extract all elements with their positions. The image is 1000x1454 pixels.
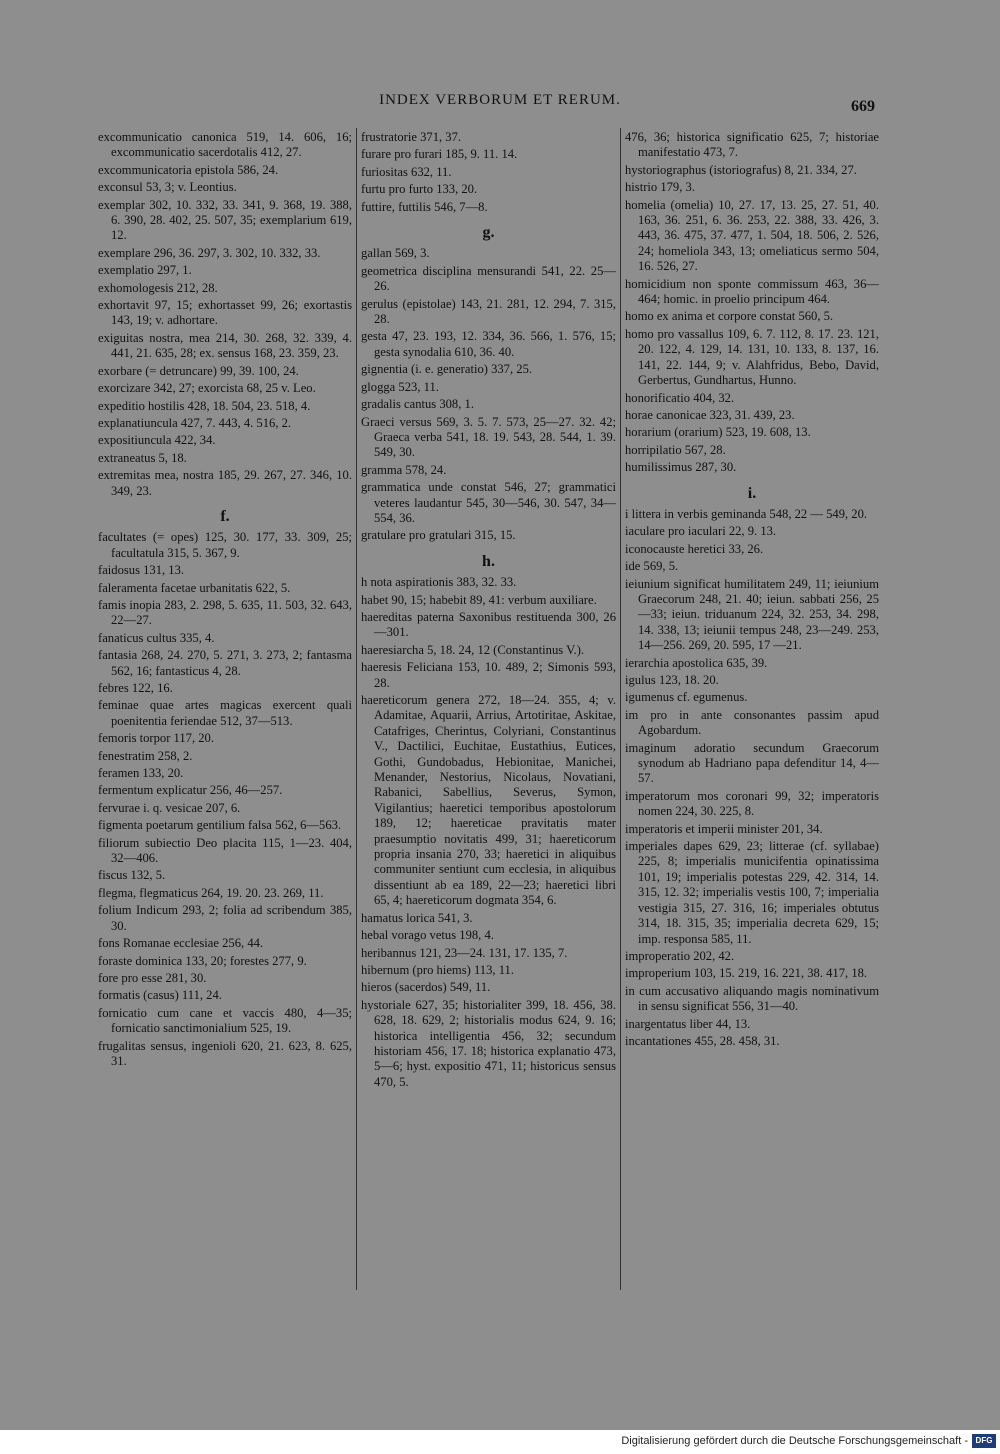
index-entry: fore pro esse 281, 30.	[98, 970, 207, 985]
index-entry: frustratorie 371, 37.	[361, 130, 462, 144]
index-entry: ieiunium significat humilitatem 249, 11; ieiunium Graecorum 248, 21. 40; ieiun. sabbati 256, 25—33; ieiun. triduanum 224, 32. 253, 34. 298, 14. 338, 13; ieiunii tempus 248, 23—249. 253, 14—256. 269, 20. 595, 17 —21.	[625, 576, 879, 653]
index-entry: feramen 133, 20.	[98, 766, 184, 781]
index-entry: faidosus 131, 13.	[98, 563, 185, 578]
index-entry: furiositas 632, 11.	[361, 164, 452, 179]
index-entry: hebal vorago vetus 198, 4.	[361, 928, 494, 943]
index-entry: foraste dominica 133, 20; forestes 277, 9.	[98, 953, 307, 968]
index-entry: im pro in ante consonantes passim apud Agobardum.	[625, 707, 879, 738]
index-entry: gradalis cantus 308, 1.	[361, 397, 474, 412]
index-entry: gesta 47, 23. 193, 12. 334, 36. 566, 1. 576, 15; gesta synodalia 610, 36. 40.	[361, 329, 616, 359]
index-entry: gallan 569, 3.	[361, 246, 430, 261]
index-entry: excommunicatoria epistola 586, 24.	[98, 162, 279, 177]
index-entry: gramma 578, 24.	[361, 462, 447, 477]
index-entry: ide 569, 5.	[625, 559, 679, 574]
index-entry: haeresis Feliciana 153, 10. 489, 2; Simonis 593, 28.	[361, 660, 616, 690]
index-entry: extraneatus 5, 18.	[98, 450, 187, 465]
index-entry: exorbare (= detruncare) 99, 39. 100, 24.	[98, 363, 299, 378]
index-entry: heribannus 121, 23—24. 131, 17. 135, 7.	[361, 945, 568, 960]
index-entry: homo pro vassallus 109, 6. 7. 112, 8. 17. 23. 121, 20. 122, 4. 129, 14. 131, 10. 133, 8. 137, 16. 141, 22. 144, 9; v. Alahfridus, Bebo, David, Gerbertus, Gundhartus, Hunno.	[625, 326, 879, 388]
index-entry: histrio 179, 3.	[625, 180, 695, 195]
index-entry: feminae quae artes magicas exercent quali poenitentia feriendae 512, 37—513.	[98, 698, 352, 728]
index-entry: futtire, futtilis 546, 7—8.	[361, 199, 488, 214]
index-entry: imperiales dapes 629, 23; litterae (cf. syllabae) 225, 8; imperialis municifentia opinatissima 101, 19; imperialis potestas 229, 42. 314, 14. 315, 12. 32; imperialis vestis 100, 7; imperialia vestigia 315, 27. 316, 16; imperiales obtutus 314, 18. 315, 35; imperialia decreta 629, 15; imp. responsa 585, 11.	[625, 839, 879, 946]
page-number: 669	[851, 98, 875, 115]
index-entry: exiguitas nostra, mea 214, 30. 268, 32. 339, 4. 441, 21. 635, 28; ex. sensus 168, 23. 359, 23.	[98, 330, 352, 361]
index-entry: ierarchia apostolica 635, 39.	[625, 655, 768, 670]
index-entry: exorcizare 342, 27; exorcista 68, 25 v. Leo.	[98, 381, 316, 396]
section-letter: i.	[747, 484, 757, 502]
section-letter: f.	[220, 507, 230, 525]
index-entry: humilissimus 287, 30.	[625, 460, 737, 475]
index-entry: fantasia 268, 24. 270, 5. 271, 3. 273, 2; fantasma 562, 16; fantasticus 4, 28.	[98, 648, 352, 678]
index-entry: expeditio hostilis 428, 18. 504, 23. 518, 4.	[98, 398, 311, 413]
index-entry: furtu pro furto 133, 20.	[361, 182, 478, 197]
index-entry: inargentatus liber 44, 13.	[625, 1016, 751, 1031]
index-entry: igulus 123, 18. 20.	[625, 673, 719, 687]
index-entry: geometrica disciplina mensurandi 541, 22. 25—26.	[361, 263, 616, 294]
index-entry: iconocauste heretici 33, 26.	[625, 541, 764, 556]
index-entry: hystoriographus (istoriografus) 8, 21. 334, 27.	[625, 162, 857, 177]
index-entry: flegma, flegmaticus 264, 19. 20. 23. 269, 11.	[98, 885, 324, 900]
funding-notice: Digitalisierung gefördert durch die Deutsche Forschungsgemeinschaft -	[621, 1435, 968, 1447]
index-column-3	[625, 130, 879, 1051]
index-entry: exconsul 53, 3; v. Leontius.	[98, 180, 237, 195]
index-entry: i littera in verbis geminanda 548, 22 — 549, 20.	[625, 506, 868, 521]
index-entry: improperatio 202, 42.	[625, 948, 735, 963]
index-entry: folium Indicum 293, 2; folia ad scribendum 385, 30.	[98, 903, 352, 933]
index-entry: fermentum explicatur 256, 46—257.	[98, 783, 283, 798]
index-entry: iaculare pro iaculari 22, 9. 13.	[625, 524, 777, 539]
index-entry: horae canonicae 323, 31. 439, 23.	[625, 407, 795, 422]
footer-bar	[0, 1430, 1000, 1454]
index-entry: hystoriale 627, 35; historialiter 399, 18. 456, 38. 628, 18. 629, 2; historialis modus 624, 9. 16; historica intelligentia 456, 32; secundum historiam 456, 17. 18; historica explanatio 473, 5—6; hyst. expositio 471, 11; historicus sensus 470, 5.	[361, 997, 616, 1089]
index-entry: facultates (= opes) 125, 30. 177, 33. 309, 25; facultatula 315, 5. 367, 9.	[98, 530, 352, 560]
index-entry: improperium 103, 15. 219, 16. 221, 38. 417, 18.	[625, 966, 868, 981]
index-entry: homo ex anima et corpore constat 560, 5.	[625, 309, 834, 324]
index-entry: expositiuncula 422, 34.	[98, 433, 216, 448]
column-rule	[620, 128, 621, 1290]
index-entry: horripilatio 567, 28.	[625, 442, 726, 457]
index-entry: exemplare 296, 36. 297, 3. 302, 10. 332, 33.	[98, 245, 321, 260]
index-entry: exhomologesis 212, 28.	[98, 280, 218, 295]
index-entry: habet 90, 15; habebit 89, 41: verbum auxiliare.	[361, 592, 597, 607]
index-entry: febres 122, 16.	[98, 681, 173, 695]
index-entry: 476, 36; historica significatio 625, 7; historiae manifestatio 473, 7.	[625, 130, 879, 160]
index-entry: homelia (omelia) 10, 27. 17, 13. 25, 27. 51, 40. 163, 36. 251, 6. 36. 253, 22. 388, 33. 426, 3. 443, 36. 475, 37. 477, 1. 504, 18. 506, 2. 526, 24; homeliola 343, 13; omeliaticus sermo 504, 16. 526, 27.	[625, 197, 879, 274]
index-entry: formatis (casus) 111, 24.	[98, 988, 222, 1003]
index-entry: imperatoris et imperii minister 201, 34.	[625, 821, 823, 836]
index-column-2	[361, 130, 616, 1092]
index-entry: igumenus cf. egumenus.	[625, 690, 748, 705]
index-entry: fanaticus cultus 335, 4.	[98, 630, 215, 645]
index-entry: femoris torpor 117, 20.	[98, 731, 215, 746]
index-entry: haeresiarcha 5, 18. 24, 12 (Constantinus V.).	[361, 642, 585, 657]
index-entry: hamatus lorica 541, 3.	[361, 910, 473, 925]
dfg-logo-icon: DFG	[972, 1434, 996, 1448]
index-entry: exhortavit 97, 15; exhortasset 99, 26; exortastis 143, 19; v. adhortare.	[98, 298, 352, 328]
index-entry: filiorum subiectio Deo placita 115, 1—23. 404, 32—406.	[98, 835, 352, 866]
index-entry: fiscus 132, 5.	[98, 868, 166, 883]
index-entry: exemplar 302, 10. 332, 33. 341, 9. 368, 19. 388, 6. 390, 28. 402, 25. 507, 35; exemplarium 619, 12.	[98, 197, 352, 243]
index-entry: faleramenta facetae urbanitatis 622, 5.	[98, 580, 291, 595]
section-letter: h.	[482, 552, 495, 570]
index-entry: excommunicatio canonica 519, 14. 606, 16; excommunicatio sacerdotalis 412, 27.	[98, 130, 352, 160]
index-entry: hibernum (pro hiems) 113, 11.	[361, 962, 514, 977]
index-entry: Graeci versus 569, 3. 5. 7. 573, 25—27. 32. 42; Graeca verba 541, 18. 19. 543, 28. 544, 1. 39. 549, 30.	[361, 414, 616, 460]
index-entry: honorificatio 404, 32.	[625, 390, 735, 405]
index-entry: exemplatio 297, 1.	[98, 263, 192, 278]
index-entry: extremitas mea, nostra 185, 29. 267, 27. 346, 10. 349, 23.	[98, 468, 352, 498]
column-rule	[356, 128, 357, 1290]
index-entry: figmenta poetarum gentilium falsa 562, 6—563.	[98, 818, 342, 833]
index-entry: frugalitas sensus, ingenioli 620, 21. 623, 8. 625, 31.	[98, 1038, 352, 1068]
index-entry: grammatica unde constat 546, 27; grammatici veteres laudantur 545, 30—546, 30. 547, 34—554, 36.	[361, 480, 616, 525]
index-entry: gerulus (epistolae) 143, 21. 281, 12. 294, 7. 315, 28.	[361, 296, 616, 327]
index-entry: furare pro furari 185, 9. 11. 14.	[361, 147, 518, 162]
index-entry: imperatorum mos coronari 99, 32; imperatoris nomen 224, 30. 225, 8.	[625, 788, 879, 819]
index-entry: fenestratim 258, 2.	[98, 748, 193, 763]
index-entry: homicidium non sponte commissum 463, 36—464; homic. in proelio principum 464.	[625, 276, 879, 307]
index-entry: incantationes 455, 28. 458, 31.	[625, 1033, 780, 1048]
running-header: INDEX VERBORUM ET RERUM.	[379, 92, 621, 108]
index-entry: fornicatio cum cane et vaccis 480, 4—35; fornicatio sanctimonialium 525, 19.	[98, 1005, 352, 1036]
index-entry: h nota aspirationis 383, 32. 33.	[361, 575, 517, 590]
index-entry: explanatiuncula 427, 7. 443, 4. 516, 2.	[98, 415, 292, 430]
index-column-1	[98, 130, 352, 1071]
index-entry: fons Romanae ecclesiae 256, 44.	[98, 936, 264, 951]
index-entry: haereticorum genera 272, 18—24. 355, 4; v. Adamitae, Aquarii, Arrius, Artotiritae, Askitae, Catafriges, Cherintus, Colyriani, Constantinus V., Dactilici, Euchitae, Eustathius, Eutices, Gothi, Gundobadus, Hebionitae, Manichei, Menander, Nestorius, Nicolaus, Novatiani, Rabanici, Sabellius, Severus, Symon, Vigilantius; haeretici temporibus apostolorum 189, 12; haereticae pravitatis mater praesumptio novitatis 499, 31; haereticorum propria insania 270, 33; haeretici in aliquibus communiter sentiunt cum ecclesia, in aliquibus dissentiunt ab ea 189, 22—23; haeretici libri 65, 4; haereticorum dogmata 354, 6.	[361, 693, 616, 908]
index-entry: gignentia (i. e. generatio) 337, 25.	[361, 362, 533, 377]
index-entry: famis inopia 283, 2. 298, 5. 635, 11. 503, 32. 643, 22—27.	[98, 597, 352, 628]
index-entry: glogga 523, 11.	[361, 379, 439, 394]
index-entry: hieros (sacerdos) 549, 11.	[361, 980, 491, 995]
index-entry: horarium (orarium) 523, 19. 608, 13.	[625, 425, 811, 440]
index-entry: in cum accusativo aliquando magis nominativum in sensu significat 556, 31—40.	[625, 983, 879, 1014]
section-letter: g.	[482, 224, 495, 242]
index-entry: imaginum adoratio secundum Graecorum synodum ab Hadriano papa defenditur 14, 4—57.	[625, 740, 879, 786]
index-entry: fervurae i. q. vesicae 207, 6.	[98, 800, 241, 815]
index-entry: haereditas paterna Saxonibus restituenda 300, 26—301.	[361, 609, 616, 640]
index-entry: gratulare pro gratulari 315, 15.	[361, 528, 516, 543]
